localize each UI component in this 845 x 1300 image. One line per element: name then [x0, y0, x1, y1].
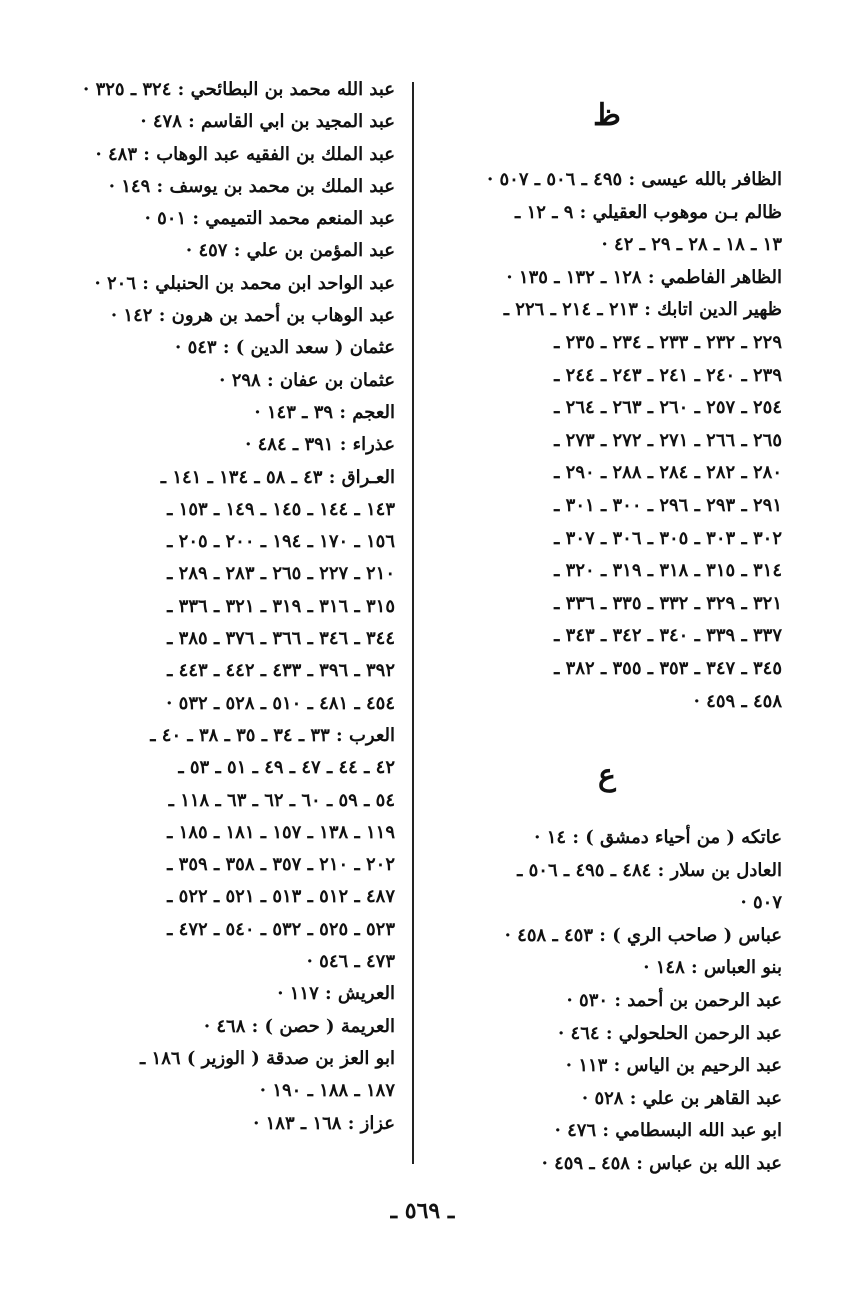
- index-entry: ٣٣٧ ـ ٣٣٩ ـ ٣٤٠ ـ ٣٤٢ ـ ٣٤٣ ـ: [554, 625, 782, 647]
- index-entry: ٥٠٧ ·: [740, 892, 782, 914]
- index-entry: عبد الواحد ابن محمد بن الحنبلي : ٢٠٦ ·: [94, 272, 395, 294]
- index-entry: ٤٧٣ ـ ٥٤٦ ·: [306, 951, 395, 973]
- index-entry: العـراق : ٤٣ ـ ٥٨ ـ ١٣٤ ـ ١٤١ ـ: [160, 466, 395, 488]
- index-entry: ١٤٣ ـ ١٤٤ ـ ١٤٥ ـ ١٤٩ ـ ١٥٣ ـ: [167, 498, 395, 520]
- index-entry: عبد المنعم محمد التميمي : ٥٠١ ·: [144, 208, 395, 230]
- section-zah-entries: [432, 164, 782, 718]
- index-entry: ٥٢٣ ـ ٥٢٥ ـ ٥٣٢ ـ ٥٤٠ ـ ٤٧٢ ـ: [167, 918, 395, 940]
- index-entry: ٢٥٤ ـ ٢٥٧ ـ ٢٦٠ ـ ٢٦٣ ـ ٢٦٤ ـ: [554, 397, 782, 419]
- index-entry: ابو عبد الله البسطامي : ٤٧٦ ·: [554, 1120, 782, 1142]
- index-entry: ١٨٧ ـ ١٨٨ ـ ١٩٠ ·: [259, 1080, 395, 1102]
- index-entry: الظاهر الفاطمي : ١٢٨ ـ ١٣٢ ـ ١٣٥ ·: [506, 266, 782, 288]
- index-entry: عزاز : ١٦٨ ـ ١٨٣ ·: [253, 1112, 395, 1134]
- index-entry: الظافر بالله عيسى : ٤٩٥ ـ ٥٠٦ ـ ٥٠٧ ·: [486, 169, 782, 190]
- index-entry: ٣١٥ ـ ٣١٦ ـ ٣١٩ ـ ٣٢١ ـ ٣٣٦ ـ: [167, 595, 395, 617]
- index-entry: عباس ( صاحب الري ) : ٤٥٣ ـ ٤٥٨ ·: [504, 924, 782, 946]
- section-ain-entries: [432, 822, 782, 1181]
- index-entry: عثمان ( سعد الدين ) : ٥٤٣ ·: [175, 337, 395, 359]
- right-column: [432, 74, 782, 1181]
- index-entry: ٢٦٥ ـ ٢٦٦ ـ ٢٧١ ـ ٢٧٢ ـ ٢٧٣ ـ: [554, 429, 782, 451]
- index-entry: العجم : ٣٩ ـ ١٤٣ ·: [254, 401, 395, 423]
- index-entry: ٤٨٧ ـ ٥١٢ ـ ٥١٣ ـ ٥٢١ ـ ٥٢٢ ـ: [167, 886, 395, 908]
- index-entry: ٢٨٠ ـ ٢٨٢ ـ ٢٨٤ ـ ٢٨٨ ـ ٢٩٠ ـ: [554, 462, 782, 484]
- index-entry: ١٥٦ ـ ١٧٠ ـ ١٩٤ ـ ٢٠٠ ـ ٢٠٥ ـ: [167, 531, 395, 553]
- index-entry: عاتكه ( من أحياء دمشق ) : ١٤ ·: [534, 827, 782, 849]
- page-number: ـ ٥٦٩ ـ: [390, 1198, 455, 1224]
- index-entry: عثمان بن عفان : ٢٩٨ ·: [219, 369, 395, 391]
- index-entry: عبد الرحمن بن أحمد : ٥٣٠ ·: [566, 990, 782, 1012]
- index-entry: العرب : ٣٣ ـ ٣٤ ـ ٣٥ ـ ٣٨ ـ ٤٠ ـ: [150, 724, 395, 746]
- index-entry: ٣٩٢ ـ ٣٩٦ ـ ٤٣٣ ـ ٤٤٢ ـ ٤٤٣ ـ: [167, 660, 395, 682]
- index-entry: ظهير الدين اتابك : ٢١٣ ـ ٢١٤ ـ ٢٢٦ ـ: [503, 299, 782, 321]
- index-entry: عبد الله محمد بن البطائحي : ٣٢٤ ـ ٣٢٥ ·: [83, 79, 395, 100]
- left-column: [30, 74, 395, 1140]
- index-entry: ٤٥٨ ـ ٤٥٩ ·: [693, 690, 782, 712]
- index-entry: العريش : ١١٧ ·: [277, 983, 395, 1005]
- index-entry: عذراء : ٣٩١ ـ ٤٨٤ ·: [245, 434, 395, 456]
- index-entry: العادل بن سلار : ٤٨٤ ـ ٤٩٥ ـ ٥٠٦ ـ: [517, 859, 782, 881]
- index-entry: عبد المجيد بن ابي القاسم : ٤٧٨ ·: [140, 111, 395, 133]
- index-entry: عبد الوهاب بن أحمد بن هرون : ١٤٢ ·: [110, 305, 395, 327]
- index-entry: ابو العز بن صدقة ( الوزير ) ١٨٦ ـ: [140, 1047, 395, 1069]
- index-entry: ٤٢ ـ ٤٤ ـ ٤٧ ـ ٤٩ ـ ٥١ ـ ٥٣ ـ: [178, 757, 395, 779]
- index-entry: عبد المؤمن بن علي : ٤٥٧ ·: [185, 240, 395, 262]
- index-entry: بنو العباس : ١٤٨ ·: [643, 957, 782, 979]
- section-letter-zah: ظ: [593, 98, 621, 133]
- index-entry: ٢١٠ ـ ٢٢٧ ـ ٢٦٥ ـ ٢٨٣ ـ ٢٨٩ ـ: [167, 563, 395, 585]
- section-letter-ain: ع: [598, 758, 616, 794]
- index-entry: ٣١٤ ـ ٣١٥ ـ ٣١٨ ـ ٣١٩ ـ ٣٢٠ ـ: [554, 560, 782, 582]
- index-entry: ٣٤٥ ـ ٣٤٧ ـ ٣٥٣ ـ ٣٥٥ ـ ٣٨٢ ـ: [554, 657, 782, 679]
- index-entry: ٣٢١ ـ ٣٢٩ ـ ٣٣٢ ـ ٣٣٥ ـ ٣٣٦ ـ: [554, 592, 782, 614]
- index-entry: عبد القاهر بن علي : ٥٢٨ ·: [581, 1087, 782, 1109]
- index-entry: ٢٣٩ ـ ٢٤٠ ـ ٢٤١ ـ ٢٤٣ ـ ٢٤٤ ـ: [554, 364, 782, 386]
- column-divider: [412, 82, 414, 1164]
- index-entry: عبد الرحمن الحلحولي : ٤٦٤ ·: [557, 1022, 782, 1044]
- index-entry: عبد الله بن عباس : ٤٥٨ ـ ٤٥٩ ·: [541, 1153, 782, 1175]
- index-entry: عبد الملك بن محمد بن يوسف : ١٤٩ ·: [108, 175, 395, 197]
- index-entry: ٢٢٩ ـ ٢٣٢ ـ ٢٣٣ ـ ٢٣٤ ـ ٢٣٥ ـ: [554, 331, 782, 353]
- index-entry: ظالم بـن موهوب العقيلي : ٩ ـ ١٢ ـ: [515, 201, 782, 223]
- index-entry: عبد الرحيم بن الياس : ١١٣ ·: [565, 1055, 782, 1077]
- index-entry: عبد الملك بن الفقيه عبد الوهاب : ٤٨٣ ·: [95, 143, 395, 165]
- index-entry: العريمة ( حصن ) : ٤٦٨ ·: [203, 1015, 395, 1037]
- index-entry: ٣٤٤ ـ ٣٤٦ ـ ٣٦٦ ـ ٣٧٦ ـ ٣٨٥ ـ: [167, 628, 395, 650]
- index-entry: ١١٩ ـ ١٣٨ ـ ١٥٧ ـ ١٨١ ـ ١٨٥ ـ: [167, 821, 395, 843]
- index-entry: ٤٥٤ ـ ٤٨١ ـ ٥١٠ ـ ٥٢٨ ـ ٥٣٢ ·: [166, 692, 395, 714]
- index-entry: ٢٩١ ـ ٢٩٣ ـ ٢٩٦ ـ ٣٠٠ ـ ٣٠١ ـ: [554, 494, 782, 516]
- index-entry: ٣٠٢ ـ ٣٠٣ ـ ٣٠٥ ـ ٣٠٦ ـ ٣٠٧ ـ: [554, 527, 782, 549]
- index-entry: ٥٤ ـ ٥٩ ـ ٦٠ ـ ٦٢ ـ ٦٣ ـ ١١٨ ـ: [168, 789, 395, 811]
- index-entry: ٢٠٢ ـ ٢١٠ ـ ٣٥٧ ـ ٣٥٨ ـ ٣٥٩ ـ: [167, 854, 395, 876]
- index-entry: ١٣ ـ ١٨ ـ ٢٨ ـ ٢٩ ـ ٤٢ ·: [601, 234, 782, 256]
